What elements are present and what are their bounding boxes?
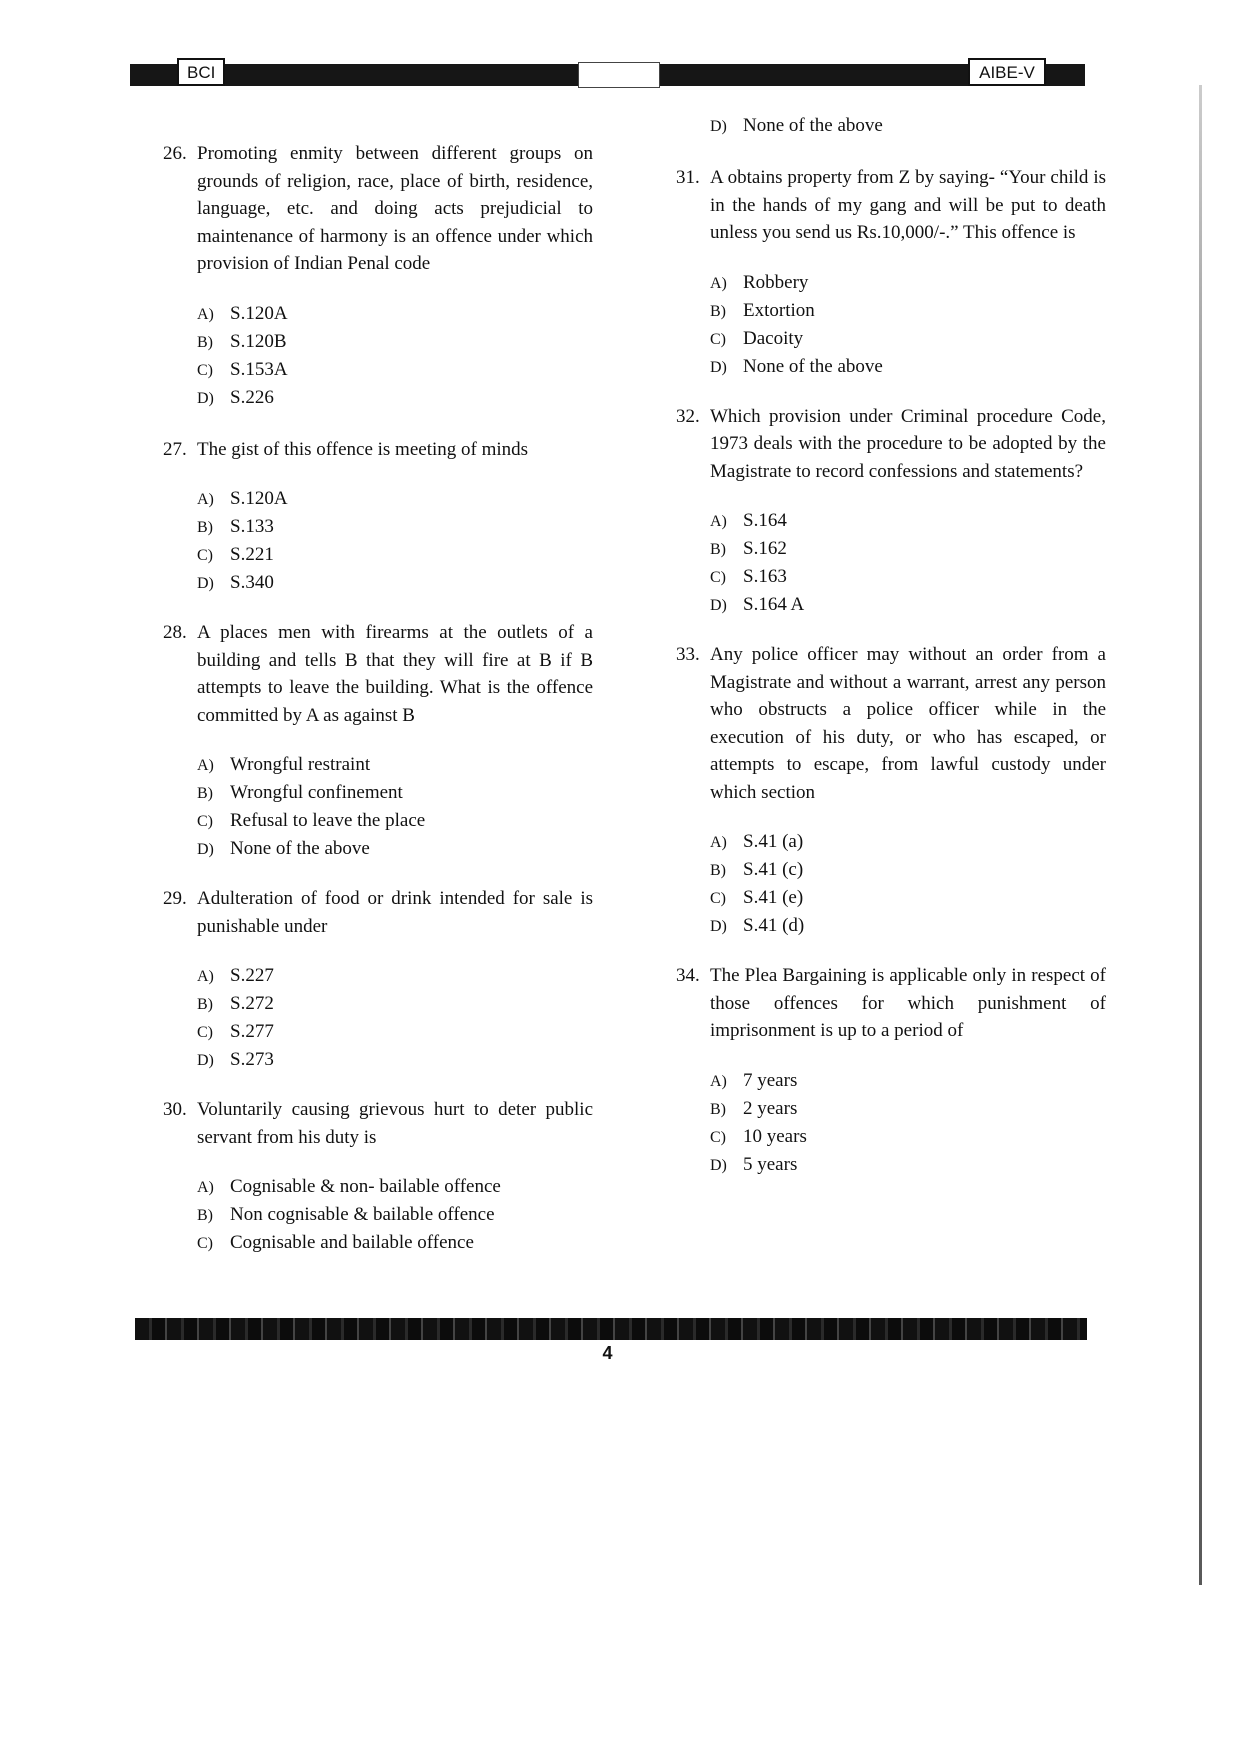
option-letter: B): [197, 333, 213, 351]
question-text: A obtains property from Z by saying- “Your child is in the hands of my gang and will be put to death unless you send us Rs.10,000/-.” This offence is: [710, 167, 1106, 243]
carried-over-option: [710, 112, 1106, 140]
option-text: Cognisable and bailable offence: [230, 1232, 474, 1253]
option-text: None of the above: [743, 355, 883, 377]
option-letter: A): [197, 305, 214, 323]
option-text: S.340: [230, 572, 274, 593]
option-a: [197, 962, 593, 990]
option-letter: B): [710, 302, 726, 320]
option-text: S.164: [743, 510, 787, 531]
option-letter: C): [197, 547, 213, 564]
option-text: S.273: [230, 1049, 274, 1070]
question-text: Voluntarily causing grievous hurt to deter public servant from his duty is: [197, 1099, 593, 1148]
option-d: [197, 1046, 593, 1074]
option-text: S.153A: [230, 358, 288, 380]
option-letter: C): [197, 361, 213, 379]
option-a: [197, 751, 593, 779]
option-text: S.277: [230, 1021, 274, 1042]
option-text: S.120A: [230, 488, 288, 509]
option-text: S.120B: [230, 330, 287, 352]
options-list: [710, 828, 1106, 940]
option-text: S.41 (a): [743, 831, 804, 852]
option-letter: A): [710, 513, 727, 530]
option-a: [197, 485, 593, 513]
option-c: [710, 1123, 1106, 1151]
options-list: [197, 751, 593, 863]
option-letter: A): [710, 274, 727, 292]
option-a: [710, 269, 1106, 297]
option-c: [197, 356, 593, 384]
option-b: [197, 779, 593, 807]
option-text: S.133: [230, 516, 274, 537]
question-31: [676, 164, 1106, 381]
left-column: [163, 140, 593, 1257]
option-letter: B): [197, 1207, 213, 1224]
question-27: [163, 436, 593, 598]
option-letter: C): [197, 813, 213, 830]
option-c: [197, 1018, 593, 1046]
option-letter: A): [710, 834, 727, 851]
option-text: S.164 A: [743, 594, 805, 615]
option-a: [710, 828, 1106, 856]
option-b: [710, 297, 1106, 325]
option-b: [197, 1201, 593, 1229]
option-text: S.221: [230, 544, 274, 565]
options-list: [197, 962, 593, 1074]
option-text: Extortion: [743, 299, 815, 321]
question-text: A places men with firearms at the outlets of a building and tells B that they will fire at B if B attempts to leave the building. What is the offence committed by A as against B: [197, 622, 593, 726]
option-d: [197, 835, 593, 863]
page-number: 4: [602, 1343, 613, 1363]
question-33: [676, 641, 1106, 940]
option-letter: A): [710, 1072, 727, 1090]
question-32: [676, 403, 1106, 620]
option-c: [710, 325, 1106, 353]
options-list: [197, 1173, 593, 1257]
option-letter: C): [197, 1235, 213, 1252]
option-letter: B): [710, 1100, 726, 1118]
option-text: S.272: [230, 993, 274, 1014]
option-letter: C): [197, 1024, 213, 1041]
question-30: [163, 1096, 593, 1257]
option-letter: B): [197, 785, 213, 802]
question-text: Any police officer may without an order from a Magistrate and without a warrant, arrest any person who obstructs a police officer while in the execution of his duty, or who has escaped, or attempts to escape, from lawful custody under which section: [710, 644, 1106, 803]
option-letter: D): [710, 918, 727, 935]
question-text: Adulteration of food or drink intended for sale is punishable under: [197, 888, 593, 937]
option-letter: D): [197, 389, 214, 407]
question-number: 34.: [676, 965, 700, 986]
option-letter: C): [710, 569, 726, 586]
option-letter: D): [710, 1156, 727, 1174]
option-letter: A): [197, 757, 214, 774]
question-number: 31.: [676, 167, 700, 188]
option-text: Non cognisable & bailable offence: [230, 1204, 495, 1225]
option-c: [197, 807, 593, 835]
option-text: Wrongful restraint: [230, 754, 371, 775]
option-b: [710, 535, 1106, 563]
option-text: S.41 (d): [743, 915, 805, 936]
option-letter: D): [197, 841, 214, 858]
option-c: [197, 541, 593, 569]
question-text: Which provision under Criminal procedure Code, 1973 deals with the procedure to be adopted by the Magistrate to record confessions and statements?: [710, 405, 1106, 482]
option-text: Wrongful confinement: [230, 782, 403, 803]
option-text: Cognisable & non- bailable offence: [230, 1176, 501, 1197]
question-number: 32.: [676, 405, 700, 427]
option-text: 7 years: [743, 1069, 798, 1091]
option-b: [197, 513, 593, 541]
option-b: [710, 856, 1106, 884]
options-list: [710, 1067, 1106, 1179]
question-26: [163, 140, 593, 412]
option-letter: B): [197, 996, 213, 1013]
option-d: [710, 912, 1106, 940]
option-text: 5 years: [743, 1153, 798, 1175]
question-number: 27.: [163, 438, 187, 460]
question-number: 30.: [163, 1099, 187, 1120]
header-right-tag: AIBE-V: [968, 58, 1046, 86]
options-list: [197, 485, 593, 597]
right-column: [676, 112, 1106, 1179]
question-number: 26.: [163, 143, 187, 164]
option-d: [197, 569, 593, 597]
option-text: S.120A: [230, 302, 288, 324]
options-list: [197, 300, 593, 412]
option-text: S.163: [743, 566, 787, 587]
options-list: [710, 507, 1106, 619]
option-c: [710, 563, 1106, 591]
question-34: [676, 962, 1106, 1179]
options-list: [710, 269, 1106, 381]
option-letter: B): [197, 519, 213, 536]
option-a: [710, 507, 1106, 535]
footer-bar: [135, 1318, 1087, 1340]
option-letter: C): [710, 890, 726, 907]
option-b: [710, 1095, 1106, 1123]
option-letter: D): [710, 597, 727, 614]
question-29: [163, 885, 593, 1074]
question-number: 28.: [163, 622, 187, 643]
option-b: [197, 990, 593, 1018]
option-letter: B): [710, 541, 726, 558]
option-c: [197, 1229, 593, 1257]
option-letter: C): [710, 330, 726, 348]
question-number: 33.: [676, 644, 700, 665]
option-text: S.41 (c): [743, 859, 804, 880]
option-text: S.41 (e): [743, 887, 804, 908]
option-text: S.162: [743, 538, 787, 559]
option-text: S.226: [230, 386, 274, 408]
option-letter: B): [710, 862, 726, 879]
option-text: None of the above: [230, 838, 370, 859]
option-letter: C): [710, 1128, 726, 1146]
option-letter: D): [197, 1052, 214, 1069]
option-c: [710, 884, 1106, 912]
option-text: 10 years: [743, 1125, 807, 1147]
question-28: [163, 619, 593, 863]
option-letter: D): [710, 118, 727, 135]
option-d: [710, 591, 1106, 619]
option-letter: A): [197, 491, 214, 508]
option-text: None of the above: [743, 115, 883, 136]
option-text: Refusal to leave the place: [230, 810, 426, 831]
option-letter: D): [197, 575, 214, 592]
question-text: The Plea Bargaining is applicable only in respect of those offences for which punishment of imprisonment is up to a period of: [710, 965, 1106, 1041]
option-letter: A): [197, 1179, 214, 1196]
option-d: [197, 384, 593, 412]
option-b: [197, 328, 593, 356]
option-d: [710, 353, 1106, 381]
option-letter: A): [197, 968, 214, 985]
option-text: Robbery: [743, 271, 809, 293]
option-text: S.227: [230, 965, 274, 986]
option-d: [710, 1151, 1106, 1179]
option-a: [197, 300, 593, 328]
header-left-tag: BCI: [177, 58, 225, 86]
question-number: 29.: [163, 888, 187, 909]
option-a: [710, 1067, 1106, 1095]
option-text: Dacoity: [743, 327, 804, 349]
option-a: [197, 1173, 593, 1201]
question-text: Promoting enmity between different groups on grounds of religion, race, place of birth, residence, language, etc. and doing acts prejudicial to maintenance of harmony is an offence under which provision of Indian Penal code: [197, 143, 593, 274]
option-text: 2 years: [743, 1097, 798, 1119]
header-center-mark: [578, 62, 660, 88]
question-text: The gist of this offence is meeting of minds: [197, 438, 529, 460]
option-letter: D): [710, 358, 727, 376]
